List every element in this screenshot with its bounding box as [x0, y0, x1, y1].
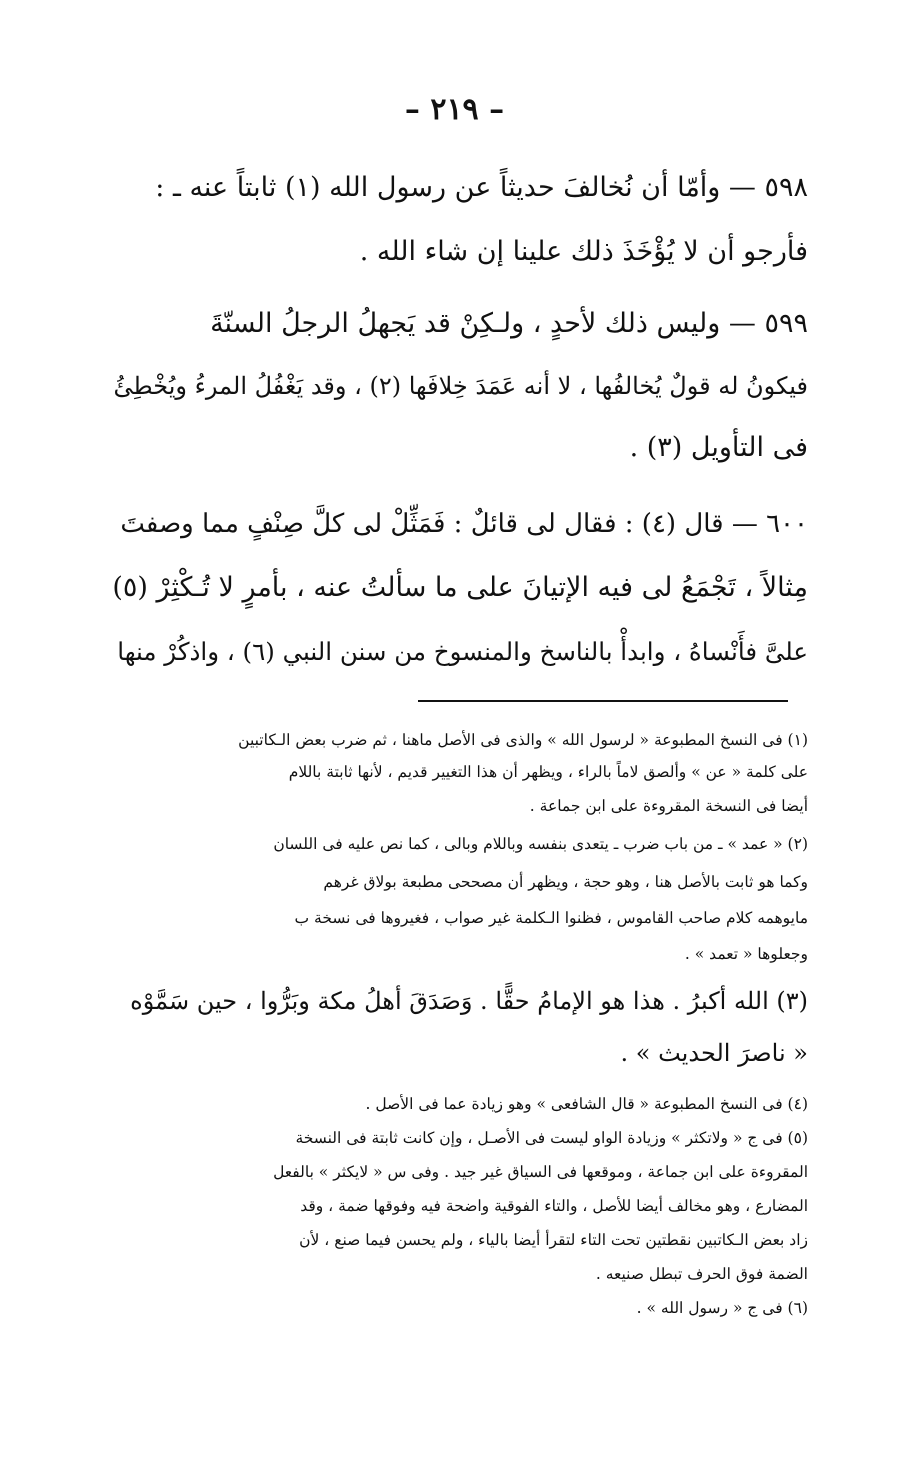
main-text-line: ٦٠٠ — قال (٤) : فقال لى قائلٌ : فَمَثِّلْ لى كلَّ صِنْفٍ مما وصفتَ — [120, 509, 808, 539]
footnote-line: المضارع ، وهو مخالف أيضا للأصل ، والتاء الفوقية واضحة فيه وفوقها ضمة ، وقد — [300, 1197, 808, 1215]
footnote-line: زاد بعض الـكاتبين نقطتين تحت التاء لتقرأ أيضا بالياء ، ولم يحسن فيما صنع ، لأن — [299, 1231, 808, 1249]
page-number: – ٢١٩ – — [404, 92, 505, 127]
main-text-line: فيكونُ له قولٌ يُخالفُها ، لا أنه عَمَدَ خِلافَها (٢) ، وقد يَغْفُلُ المرءُ ويُخْطِئُ — [113, 372, 808, 400]
footnote-line: (١) فى النسخ المطبوعة « لرسول الله » والذى فى الأصل ماهنا ، ثم ضرب بعض الـكاتبين — [238, 731, 808, 749]
footnote-line: مايوهمه كلام صاحب القاموس ، فظنوا الـكلمة غير صواب ، فغيروها فى نسخة ب — [294, 909, 808, 927]
footnote-line: (٢) « عمد » ـ من باب ضرب ـ يتعدى بنفسه وباللام وبالى ، كما نص عليه فى اللسان — [273, 835, 808, 853]
footnote-line: (٤) فى النسخ المطبوعة « قال الشافعى » وهو زيادة عما فى الأصل . — [365, 1095, 808, 1113]
footnote-line: (٦) فى ج « رسول الله » . — [636, 1299, 808, 1317]
main-text-line: فأرجو أن لا يُؤْخَذَ ذلك علينا إن شاء الله . — [359, 236, 808, 267]
footnote-line: المقروءة على ابن جماعة ، وموقعها فى السياق غير جيد . وفى س « لايكثر » بالفعل — [273, 1163, 808, 1181]
footnote-line: (٣) الله أكبرُ . هذا هو الإمامُ حقًّا . وَصَدَقَ أهلُ مكة وبَرُّوا ، حين سَمَّوْه — [130, 987, 808, 1015]
footnote-line: (٥) فى ج « ولاتكثر » وزيادة الواو ليست فى الأصـل ، وإن كانت ثابتة فى النسخة — [295, 1129, 808, 1147]
footnote-line: الضمة فوق الحرف تبطل صنيعه . — [595, 1265, 808, 1283]
footnote-line: على كلمة « عن » وألصق لاماً بالراء ، ويظهر أن هذا التغيير قديم ، لأنها ثابتة باللام — [288, 763, 808, 781]
footnote-line: وجعلوها « تعمد » . — [684, 945, 808, 963]
footnote-line: وكما هو ثابت بالأصل هنا ، وهو حجة ، ويظهر أن مصححى مطبعة بولاق غرهم — [323, 873, 808, 891]
main-text-line: ٥٩٩ — وليس ذلك لأحدٍ ، ولـكِنْ قد يَجهلُ الرجلُ السنّةَ — [210, 308, 808, 339]
main-text-line: ٥٩٨ — وأمّا أن نُخالفَ حديثاً عن رسول الله (١) ثابتاً عنه ـ : — [155, 172, 808, 203]
footnote-line: أيضا فى النسخة المقروءة على ابن جماعة . — [529, 797, 808, 815]
footnote-line: « ناصرَ الحديث » . — [620, 1039, 808, 1067]
footnote-divider — [418, 700, 788, 702]
main-text-line: علىَّ فأَنْساهُ ، وابدأْ بالناسخ والمنسوخ من سنن النبي (٦) ، واذكُرْ منها — [117, 637, 808, 666]
main-text-line: فى التأويل (٣) . — [629, 432, 808, 463]
main-text-line: مِثالاً ، تَجْمَعُ لى فيه الإتيانَ على ما سألتُ عنه ، بأمرٍ لا تُـكْثِرْ (٥) — [112, 572, 808, 603]
